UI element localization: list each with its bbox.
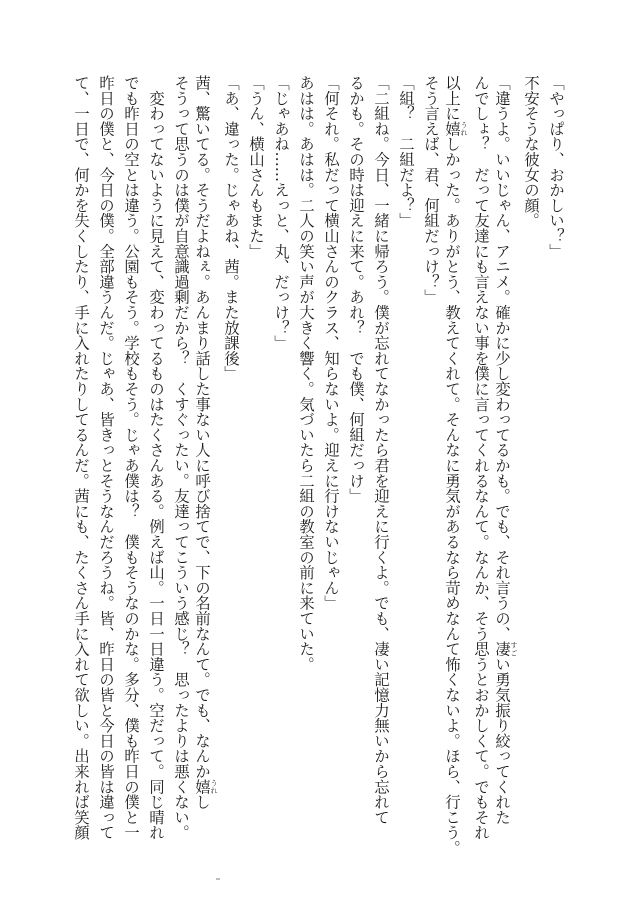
furigana-ruby <box>493 641 518 657</box>
text-segment: し <box>193 794 211 810</box>
text-line: 「あ、違った。じゃあね、茜。また放課後」 <box>222 75 240 381</box>
text-line: でも昨日の空とは違う。公園もそう。学校もそう。じゃあ僕は？ 僕もそうなのかな。多分、僕も昨日の僕と一 <box>122 75 140 840</box>
text-line: 変わってないように見えて、変わってるものはたくさんある。例えば山。一日一日違う。空だって。同じ晴れ <box>147 75 165 840</box>
text-line-with-furigana <box>493 75 518 845</box>
furigana-ruby <box>443 120 468 137</box>
furigana-text: うれ <box>460 120 468 137</box>
ruby-base: 嬉 <box>443 120 461 137</box>
text-line-with-furigana <box>443 75 468 856</box>
text-line: そう言えば、君、何組だっけ？」 <box>422 75 440 305</box>
text-line-with-furigana <box>193 75 218 845</box>
text-line: んでしょ？ だって友達にも言えない事を僕に言ってくれるなんて。なんか、そう思うとおかしくて。でもそれ <box>472 75 490 840</box>
text-line: 「組？ 二組だよ？」 <box>397 75 415 228</box>
text-line: 不安そうな彼女の顔。 <box>522 75 540 228</box>
text-line: 「二組ね。今日、一緒に帰ろう。僕が忘れてなかったら君を迎えに行くよ。でも、凄い記憶力無いから忘れて <box>372 75 390 825</box>
text-line: 昨日の僕と、今日の僕。全部違うんだ。じゃあ、皆きっとそうなんだろうね。皆、昨日の皆と今日の皆は違って <box>97 75 115 840</box>
furigana-text: うれ <box>210 778 218 795</box>
text-line: 「何それ。私だって横山さんのクラス、知らないよ。迎えに行けないじゃん」 <box>322 75 340 611</box>
furigana-text: すご <box>510 641 518 657</box>
ruby-base: 嬉 <box>193 778 211 795</box>
vertical-text-body <box>68 75 568 856</box>
text-segment: 以上に <box>443 75 461 121</box>
text-line: るかも。その時は迎えに来て。あれ？ でも僕、何組だっけ」 <box>347 75 365 504</box>
page-mark <box>216 878 220 880</box>
text-line: て、一日で、何かを失くしたり、手に入れたりしてるんだ。茜にも、たくさん手に入れて欲しい。出来れば笑顔 <box>72 75 90 840</box>
text-segment: しかった。ありがとう、教えてくれて。そんなに勇気があるなら苛めなんて怖くないよ。ほら、行こう。 <box>443 136 461 856</box>
text-segment: 「違うよ。いいじゃん、アニメ。確かに少し変わってるかも。でも、それ言うの、 <box>493 75 511 642</box>
text-line: そうって思うのは僕が自意識過剰だから？ くすぐったい。友達ってこういう感じ？ 思ったよりは悪くない。 <box>172 75 190 840</box>
text-segment: い勇気振り絞ってくれた <box>493 656 511 825</box>
text-line: あはは。あはは。二人の笑い声が大きく響く。気づいたら二組の教室の前に来ていた。 <box>297 75 315 672</box>
ruby-base: 凄 <box>493 641 511 657</box>
text-line: 「うん、横山さんもまた」 <box>247 75 265 259</box>
text-segment: 茜、驚いてる。そうだよねぇ。あんまり話した事ない人に呼び捨てで、下の名前なんて。でも、なんか <box>193 75 211 779</box>
furigana-ruby <box>193 778 218 795</box>
text-line: 「やっぱり、おかしい？」 <box>547 75 565 259</box>
text-line: 「じゃあね……えっと、丸、だっけ？」 <box>272 75 290 351</box>
